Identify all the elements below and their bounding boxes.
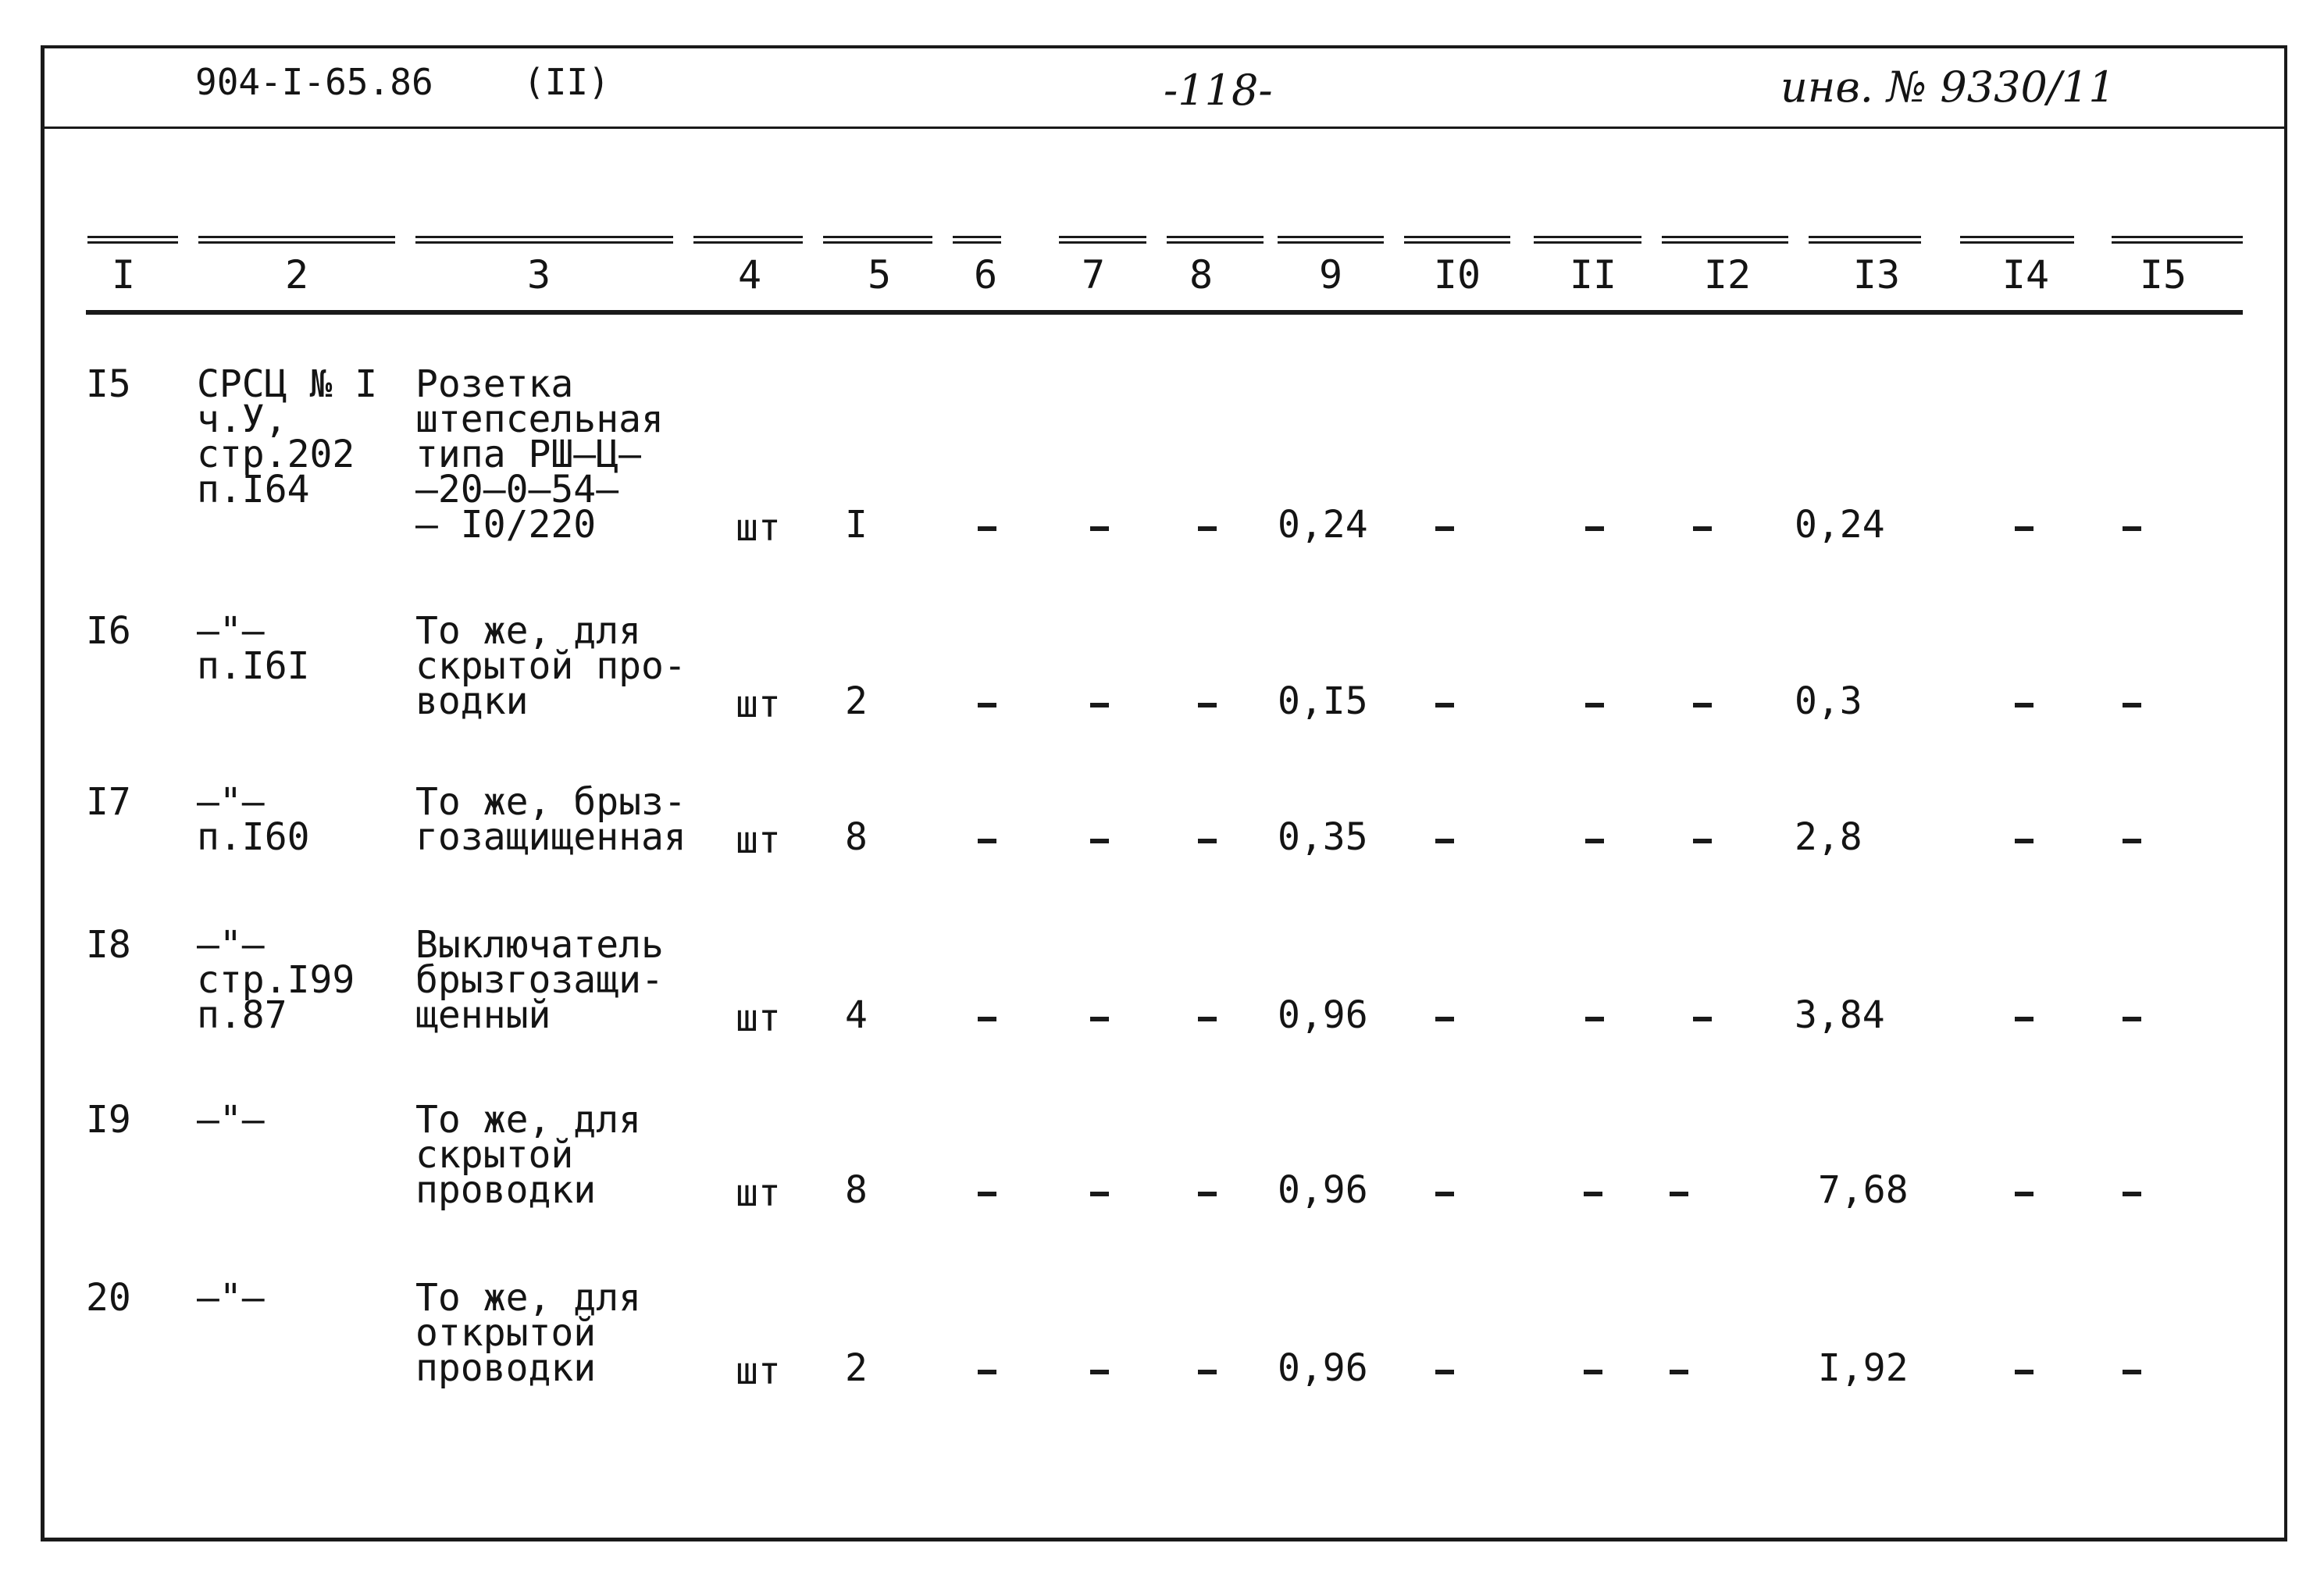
header-double-rule xyxy=(2112,236,2243,244)
quantity-cell: 2 xyxy=(845,1346,868,1390)
total-value-cell: I,92 xyxy=(1818,1346,1909,1390)
row-number: I9 xyxy=(86,1098,131,1142)
row-number: I8 xyxy=(86,923,131,967)
quantity-cell: 8 xyxy=(845,1168,868,1212)
dash-mark xyxy=(1584,1370,1602,1374)
header-double-rule xyxy=(1534,236,1641,244)
column-number-1: I xyxy=(111,252,136,298)
dash-mark xyxy=(1693,1017,1712,1021)
unit-cell: шт xyxy=(736,996,781,1040)
reference-cell: СРСЦ № I ч.У, стр.202 п.I64 xyxy=(197,362,378,511)
item-name-cell: То же, для скрытой проводки xyxy=(415,1098,641,1212)
dash-mark xyxy=(978,1192,996,1196)
column-number-6: 6 xyxy=(973,252,998,298)
header-double-rule xyxy=(415,236,673,244)
column-number-13: I3 xyxy=(1852,252,1901,298)
total-value-cell: 0,3 xyxy=(1795,679,1862,723)
page-number: -118- xyxy=(1164,66,1273,115)
column-number-9: 9 xyxy=(1318,252,1343,298)
dash-mark xyxy=(1693,703,1712,707)
dash-mark xyxy=(1585,526,1604,531)
column-number-12: I2 xyxy=(1703,252,1752,298)
dash-mark xyxy=(1435,1017,1454,1021)
document-part: (II) xyxy=(523,61,610,103)
dash-mark xyxy=(978,839,996,843)
unit-cell: шт xyxy=(736,683,781,726)
row-number: I5 xyxy=(86,362,131,406)
dash-mark xyxy=(1090,526,1109,531)
total-value-cell: 0,24 xyxy=(1795,503,1885,547)
dash-mark xyxy=(1198,1192,1217,1196)
unit-value-cell: 0,96 xyxy=(1278,993,1368,1037)
header-double-rule xyxy=(1809,236,1921,244)
dash-mark xyxy=(2123,1017,2141,1021)
column-number-11: II xyxy=(1569,252,1617,298)
dash-mark xyxy=(1435,1370,1454,1374)
table-header-bottom-rule xyxy=(86,310,2243,315)
unit-cell: шт xyxy=(736,818,781,862)
unit-value-cell: 0,96 xyxy=(1278,1346,1368,1390)
header-double-rule xyxy=(198,236,395,244)
dash-mark xyxy=(978,703,996,707)
column-number-8: 8 xyxy=(1189,252,1214,298)
unit-value-cell: 0,96 xyxy=(1278,1168,1368,1212)
unit-value-cell: 0,24 xyxy=(1278,503,1368,547)
header-double-rule xyxy=(1662,236,1788,244)
dash-mark xyxy=(2015,703,2034,707)
dash-mark xyxy=(1090,1192,1109,1196)
reference-cell: –"– п.I60 xyxy=(197,780,310,859)
row-number: 20 xyxy=(86,1276,131,1320)
dash-mark xyxy=(1435,839,1454,843)
dash-mark xyxy=(1693,839,1712,843)
header-double-rule xyxy=(693,236,803,244)
dash-mark xyxy=(2123,1370,2141,1374)
item-name-cell: То же, для скрытой про- водки xyxy=(415,609,686,723)
dash-mark xyxy=(2123,526,2141,531)
dash-mark xyxy=(2123,1192,2141,1196)
unit-cell: шт xyxy=(736,506,781,550)
dash-mark xyxy=(2123,839,2141,843)
reference-cell: –"– xyxy=(197,1098,265,1142)
dash-mark xyxy=(2015,1370,2034,1374)
quantity-cell: 2 xyxy=(845,679,868,723)
row-number: I7 xyxy=(86,780,131,824)
column-number-2: 2 xyxy=(284,252,309,298)
unit-value-cell: 0,I5 xyxy=(1278,679,1368,723)
item-name-cell: Выключатель брызгозащи- щенный xyxy=(415,923,664,1037)
dash-mark xyxy=(1585,703,1604,707)
total-value-cell: 2,8 xyxy=(1795,815,1862,859)
page-frame xyxy=(41,45,2287,1541)
dash-mark xyxy=(1198,1017,1217,1021)
column-number-5: 5 xyxy=(867,252,892,298)
dash-mark xyxy=(2015,526,2034,531)
total-value-cell: 3,84 xyxy=(1795,993,1885,1037)
column-number-7: 7 xyxy=(1081,252,1106,298)
dash-mark xyxy=(1090,703,1109,707)
dash-mark xyxy=(2123,703,2141,707)
dash-mark xyxy=(1198,839,1217,843)
dash-mark xyxy=(1198,1370,1217,1374)
item-name-cell: То же, брыз- гозащищенная xyxy=(415,780,686,859)
dash-mark xyxy=(2015,1192,2034,1196)
header-double-rule xyxy=(87,236,178,244)
dash-mark xyxy=(1670,1370,1688,1374)
item-name-cell: Розетка штепсельная типа РШ–Ц– –20–0–54– – I0/220 xyxy=(415,362,664,547)
dash-mark xyxy=(1435,1192,1454,1196)
column-number-4: 4 xyxy=(737,252,762,298)
dash-mark xyxy=(1090,839,1109,843)
header-double-rule xyxy=(1960,236,2074,244)
column-number-14: I4 xyxy=(2001,252,2050,298)
dash-mark xyxy=(978,1370,996,1374)
quantity-cell: I xyxy=(845,503,868,547)
dash-mark xyxy=(2015,839,2034,843)
header-double-rule xyxy=(1278,236,1384,244)
quantity-cell: 4 xyxy=(845,993,868,1037)
inventory-number: инв. № 9330/11 xyxy=(1780,62,2115,112)
header-double-rule xyxy=(823,236,932,244)
document-code: 904-I-65.86 xyxy=(195,61,433,103)
reference-cell: –"– п.I6I xyxy=(197,609,310,688)
header-double-rule xyxy=(953,236,1001,244)
header-double-rule xyxy=(1059,236,1146,244)
dash-mark xyxy=(1584,1192,1602,1196)
unit-value-cell: 0,35 xyxy=(1278,815,1368,859)
dash-mark xyxy=(978,526,996,531)
column-number-10: I0 xyxy=(1433,252,1481,298)
dash-mark xyxy=(1585,839,1604,843)
quantity-cell: 8 xyxy=(845,815,868,859)
column-number-15: I5 xyxy=(2139,252,2187,298)
reference-cell: –"– стр.I99 п.87 xyxy=(197,923,355,1037)
header-divider xyxy=(41,127,2287,129)
dash-mark xyxy=(2015,1017,2034,1021)
dash-mark xyxy=(1435,526,1454,531)
dash-mark xyxy=(1090,1017,1109,1021)
dash-mark xyxy=(1585,1017,1604,1021)
dash-mark xyxy=(1670,1192,1688,1196)
dash-mark xyxy=(1693,526,1712,531)
dash-mark xyxy=(1198,526,1217,531)
unit-cell: шт xyxy=(736,1349,781,1393)
header-double-rule xyxy=(1167,236,1264,244)
item-name-cell: То же, для открытой проводки xyxy=(415,1276,641,1390)
row-number: I6 xyxy=(86,609,131,653)
unit-cell: шт xyxy=(736,1171,781,1215)
dash-mark xyxy=(1435,703,1454,707)
dash-mark xyxy=(1198,703,1217,707)
dash-mark xyxy=(978,1017,996,1021)
dash-mark xyxy=(1090,1370,1109,1374)
total-value-cell: 7,68 xyxy=(1818,1168,1909,1212)
header-double-rule xyxy=(1404,236,1510,244)
reference-cell: –"– xyxy=(197,1276,265,1320)
column-number-3: 3 xyxy=(526,252,551,298)
